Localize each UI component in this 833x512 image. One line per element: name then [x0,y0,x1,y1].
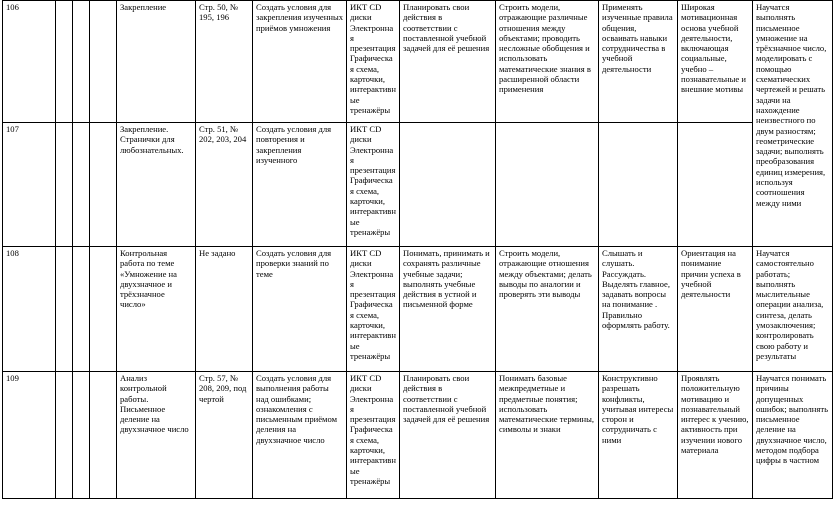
lesson-topic: Закрепление [117,1,196,123]
cognitive-skills [496,123,599,247]
regulative-skills: Понимать, принимать и сохранять различные учебные задачи; выполнять учебные действия в устной и письменной форме [400,247,496,372]
regulative-skills: Планировать свои действия в соответствии с поставленной учебной задачей для её решения [400,1,496,123]
learning-outcome: Научатся понимать причины допущенных ошибок; выполнять письменное деление на двухзначное число, методом подбора цифры в частном [753,372,833,499]
lesson-plan-table [2,0,833,499]
textbook-pages: Стр. 57, № 208, 209, под чертой [196,372,253,499]
textbook-pages: Не задано [196,247,253,372]
lesson-goal: Создать условия для закрепления изученных приёмов умножения [253,1,347,123]
table-row [3,1,833,123]
communicative-skills [599,123,678,247]
communicative-skills: Применять изученные правила общения, осваивать навыки сотрудничества в учебной деятельности [599,1,678,123]
lesson-number: 107 [3,123,56,247]
personal-results: Проявлять положительную мотивацию и познавательный интерес к учению, активность при изучении нового материала [678,372,753,499]
personal-results: Ориентация на понимание причин успеха в учебной деятельности [678,247,753,372]
regulative-skills [400,123,496,247]
table-row [3,372,833,499]
personal-results [678,123,753,247]
textbook-pages: Стр. 51, № 202, 203, 204 [196,123,253,247]
ict-resources: ИКТ CD диски Электронная презентация Графическая схема, карточки, интерактивные тренажёры [347,1,400,123]
regulative-skills: Планировать свои действия в соответствии с поставленной учебной задачей для её решения [400,372,496,499]
cognitive-skills: Строить модели, отражающие различные отношения между объектами; проводить несложные обобщения и использовать математические знания в расширенной области применения [496,1,599,123]
ict-resources: ИКТ CD диски Электронная презентация Графическая схема, карточки, интерактивные тренажёры [347,247,400,372]
empty-cell [90,1,117,123]
communicative-skills: Слышать и слушать. Рассуждать. Выделять главное, задавать вопросы на понимание . Правильно оформлять работу. [599,247,678,372]
empty-cell [73,1,90,123]
learning-outcome: Научатся выполнять письменное умножение на трёхзначное число, моделировать с помощью схематических чертежей и решать задачи на нахождение неизвестного по двум разностям; геометрические задачи; выполнять преобразования единиц измерения, используя соотношения между ними [753,1,833,247]
textbook-pages: Стр. 50, № 195, 196 [196,1,253,123]
lesson-goal: Создать условия для выполнения работы над ошибками; ознакомления с письменным приёмом деления на двухзначное число [253,372,347,499]
table-row [3,247,833,372]
communicative-skills: Конструктивно разрешать конфликты, учитывая интересы сторон и сотрудничать с ними [599,372,678,499]
cognitive-skills: Понимать базовые межпредметные и предметные понятия; использовать математические термины, символы и знаки [496,372,599,499]
lesson-number: 109 [3,372,56,499]
lesson-topic: Контрольная работа по теме «Умножение на двухзначное и трёхзначное число» [117,247,196,372]
empty-cell [73,247,90,372]
empty-cell [56,372,73,499]
lesson-number: 108 [3,247,56,372]
empty-cell [56,1,73,123]
empty-cell [56,123,73,247]
empty-cell [90,123,117,247]
empty-cell [73,372,90,499]
empty-cell [56,247,73,372]
lesson-goal: Создать условия для проверки знаний по теме [253,247,347,372]
lesson-number: 106 [3,1,56,123]
empty-cell [90,372,117,499]
ict-resources: ИКТ CD диски Электронная презентация Графическая схема, карточки, интерактивные тренажёры [347,123,400,247]
lesson-goal: Создать условия для повторения и закрепления изученного [253,123,347,247]
lesson-topic: Анализ контрольной работы. Письменное деление на двухзначное число [117,372,196,499]
learning-outcome: Научатся самостоятельно работать; выполнять мыслительные операции анализа, синтеза, делать умозаключения; контролировать свою работу и результаты [753,247,833,372]
personal-results: Широкая мотивационная основа учебной деятельности, включающая социальные, учебно – познавательные и внешние мотивы [678,1,753,123]
table-row [3,123,833,247]
ict-resources: ИКТ CD диски Электронная презентация Графическая схема, карточки, интерактивные тренажёры [347,372,400,499]
cognitive-skills: Строить модели, отражающие отношения между объектами; делать выводы по аналогии и проверять эти выводы [496,247,599,372]
lesson-topic: Закрепление. Странички для любознательных. [117,123,196,247]
empty-cell [90,247,117,372]
empty-cell [73,123,90,247]
